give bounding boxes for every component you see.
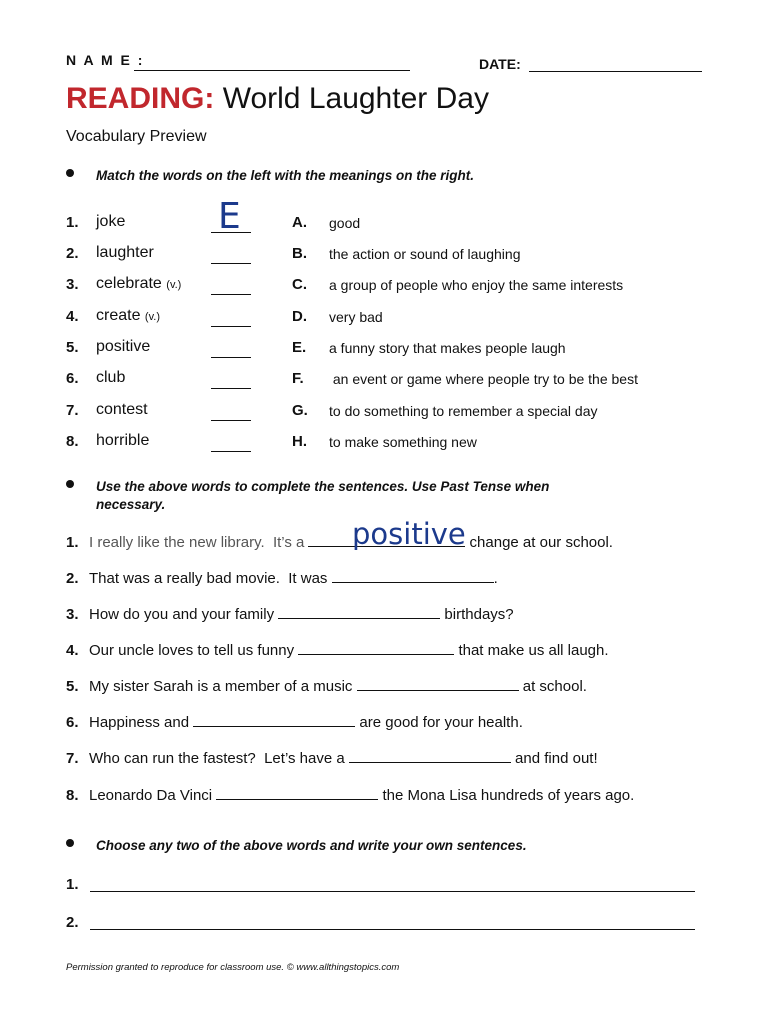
answer-blank[interactable] <box>211 263 251 264</box>
item-number: 5. <box>66 339 79 356</box>
vocab-word-text: create <box>96 307 141 324</box>
sentence <box>89 534 613 551</box>
vocab-word <box>96 338 150 356</box>
sentence-text-after: are good for your health. <box>355 714 523 731</box>
sentence-text-after: change at our school. <box>465 534 613 551</box>
answer-blank[interactable] <box>211 388 251 389</box>
line-number: 2. <box>66 914 79 931</box>
title-prefix: READING: <box>66 82 215 115</box>
vocab-word-text: contest <box>96 401 148 418</box>
vocab-word-text: club <box>96 369 126 386</box>
sentence <box>89 787 634 804</box>
item-number: 7. <box>66 402 79 419</box>
sentence-number: 6. <box>66 714 79 731</box>
sentence-text-after: that make us all laugh. <box>454 642 609 659</box>
writing-line[interactable] <box>90 929 695 930</box>
sentence-text-before: Happiness and <box>89 714 194 731</box>
footer-permission: Permission granted to reproduce for classroom use. © www.allthingstopics.com <box>66 962 400 973</box>
vocab-word-text: laughter <box>96 244 154 261</box>
sentence-number: 2. <box>66 570 79 587</box>
sentence <box>89 642 609 659</box>
section2-instruction-line1: Use the above words to complete the sentences. Use Past Tense when <box>96 479 550 494</box>
sentence-text-before: Leonardo Da Vinci <box>89 787 217 804</box>
bullet <box>66 480 74 488</box>
sentence-number: 1. <box>66 534 79 551</box>
sentence-blank[interactable] <box>278 606 440 619</box>
sentence-blank[interactable] <box>216 787 378 800</box>
meaning-text: good <box>329 215 361 231</box>
answer-blank[interactable] <box>211 326 251 327</box>
meaning-letter: G. <box>292 402 308 419</box>
vocab-word-text: positive <box>96 338 151 355</box>
meaning-letter: B. <box>292 245 307 262</box>
meaning-text: a funny story that makes people laugh <box>329 340 566 356</box>
meaning-letter: F. <box>292 370 304 387</box>
sentence-blank[interactable] <box>193 714 355 727</box>
vocab-word <box>96 244 154 262</box>
bullet <box>66 169 74 177</box>
page-subtitle: Vocabulary Preview <box>66 128 207 145</box>
bullet <box>66 839 74 847</box>
sentence <box>89 606 514 623</box>
sentence-blank[interactable] <box>349 750 511 763</box>
item-number: 6. <box>66 370 79 387</box>
sentence <box>89 750 598 767</box>
meaning-text: the action or sound of laughing <box>329 246 521 262</box>
sentence-text-after: at school. <box>518 678 587 695</box>
section2-instruction <box>96 478 549 514</box>
sentence-blank[interactable] <box>298 642 454 655</box>
sentence-text-before: I really like the new library. It’s a <box>89 534 305 551</box>
sentence-text-after: the Mona Lisa hundreds of years ago. <box>378 787 635 804</box>
item-number: 3. <box>66 276 79 293</box>
sentence-text-before: That was a really bad movie. It was <box>89 570 332 587</box>
vocab-word-text: horrible <box>96 432 150 449</box>
answer-blank[interactable] <box>211 451 251 452</box>
section3-instruction: Choose any two of the above words and write your own sentences. <box>96 838 527 853</box>
answer-blank[interactable] <box>211 294 251 295</box>
meaning-letter: E. <box>292 339 307 356</box>
sentence-text-before: Who can run the fastest? Let’s have a <box>89 750 349 767</box>
item-number: 4. <box>66 308 79 325</box>
sentence-text-before: Our uncle loves to tell us funny <box>89 642 299 659</box>
writing-line[interactable] <box>90 891 695 892</box>
sentence-text-after: and find out! <box>510 750 598 767</box>
vocab-word-text: joke <box>96 213 126 230</box>
sentence <box>89 678 587 695</box>
meaning-text: a group of people who enjoy the same interests <box>329 277 624 293</box>
meaning-text: to do something to remember a special day <box>329 403 598 419</box>
sentence-number: 3. <box>66 606 79 623</box>
vocab-word-text: celebrate <box>96 275 162 292</box>
sentence-number: 4. <box>66 642 79 659</box>
section1-instruction: Match the words on the left with the meanings on the right. <box>96 168 475 183</box>
sentence-text-before: My sister Sarah is a member of a music <box>89 678 357 695</box>
answer-blank[interactable] <box>211 357 251 358</box>
vocab-word <box>96 401 148 419</box>
part-of-speech: (v.) <box>166 279 182 291</box>
meaning-letter: A. <box>292 214 307 231</box>
sentence-blank[interactable] <box>357 678 519 691</box>
sentence-text-after: . <box>493 570 498 587</box>
sentence-number: 8. <box>66 787 79 804</box>
vocab-word <box>96 369 125 387</box>
meaning-text: very bad <box>329 309 383 325</box>
name-field[interactable] <box>134 70 410 71</box>
vocab-word <box>96 275 181 293</box>
name-label: N A M E : <box>66 52 145 68</box>
title-main: World Laughter Day <box>222 82 489 115</box>
meaning-letter: D. <box>292 308 307 325</box>
meaning-text: an event or game where people try to be the best <box>329 371 638 387</box>
part-of-speech: (v.) <box>144 311 160 323</box>
meaning-text: to make something new <box>329 434 477 450</box>
line-number: 1. <box>66 876 79 893</box>
sentence <box>89 570 498 587</box>
item-number: 2. <box>66 245 79 262</box>
sentence-number: 7. <box>66 750 79 767</box>
handwritten-answer-positive: positive <box>352 517 466 551</box>
vocab-word <box>96 432 149 450</box>
vocab-word <box>96 213 125 231</box>
date-label: DATE: <box>479 56 521 72</box>
meaning-letter: H. <box>292 433 307 450</box>
sentence-text-before: How do you and your family <box>89 606 279 623</box>
sentence-text-after: birthdays? <box>440 606 514 623</box>
handwritten-answer-1: E <box>218 196 241 237</box>
section2-instruction-line2: necessary. <box>96 497 166 512</box>
sentence <box>89 714 523 731</box>
item-number: 1. <box>66 214 79 231</box>
sentence-number: 5. <box>66 678 79 695</box>
item-number: 8. <box>66 433 79 450</box>
meaning-letter: C. <box>292 276 307 293</box>
sentence-blank[interactable] <box>332 570 494 583</box>
date-field[interactable] <box>529 71 702 72</box>
vocab-word <box>96 307 160 325</box>
answer-blank[interactable] <box>211 420 251 421</box>
page-title <box>66 82 489 116</box>
